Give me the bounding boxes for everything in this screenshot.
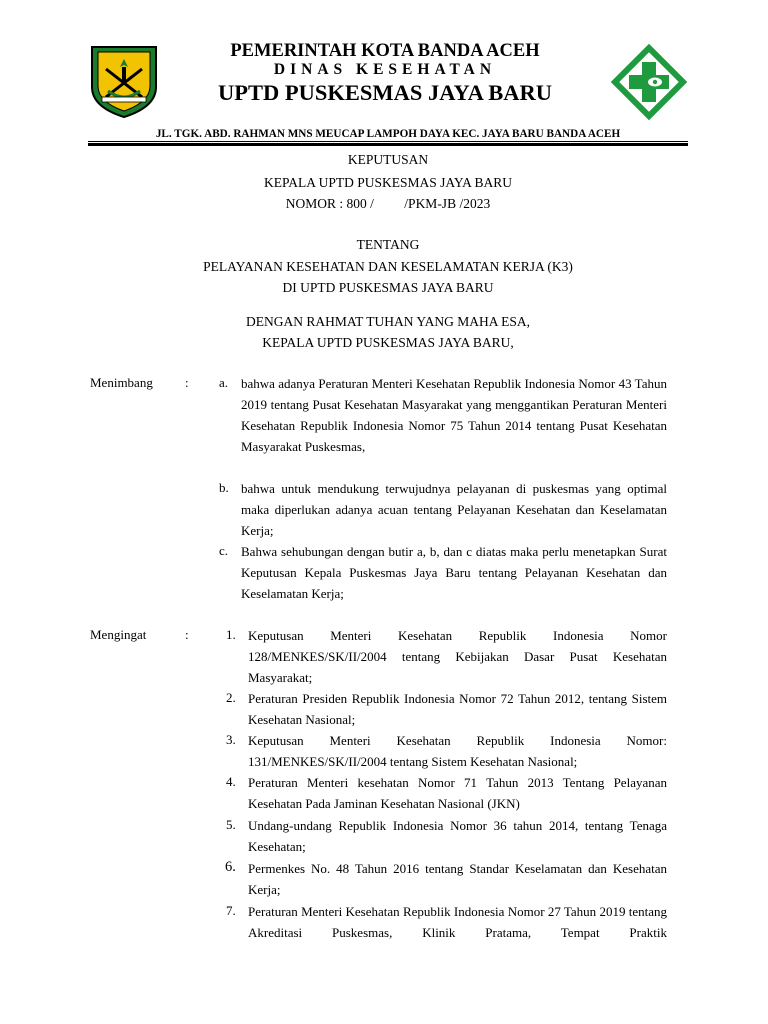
mengingat-colon: : [185,627,189,642]
mengingat-item-2: Peraturan Presiden Republik Indonesia Nomor 72 Tahun 2012, tentang Sistem Kesehatan Nasional; [248,691,667,727]
list-item-marker: 1. [226,627,236,642]
mengingat-label: Mengingat [90,627,147,642]
header-agency: DINAS KESEHATAN [273,61,497,78]
header-institution: UPTD PUSKESMAS JAYA BARU [217,80,553,105]
menimbang-item-c: Bahwa sehubungan dengan butir a, b, dan c diatas maka perlu menetapkan Surat Keputusan Kepala Puskesmas Jaya Baru tentang Pelayanan Kesehatan dan Keselamatan Kerja; [241,544,667,601]
puskesmas-cross-icon [611,44,687,120]
mengingat-item-5: Undang-undang Republik Indonesia Nomor 36 tahun 2014, tentang Tenaga Kesehatan; [248,818,667,854]
header-divider-thick [88,143,688,146]
mengingat-item-7: Peraturan Menteri Kesehatan Republik Indonesia Nomor 27 Tahun 2019 tentang Akreditasi Puskesmas, Klinik Pratama, Tempat Praktik [248,904,667,940]
decree-issuer: KEPALA UPTD PUSKESMAS JAYA BARU [263,175,513,190]
list-item-marker: 5. [226,817,236,832]
menimbang-colon: : [185,375,189,390]
menimbang-item-a: bahwa adanya Peraturan Menteri Kesehatan Republik Indonesia Nomor 43 Tahun 2019 tentang Pusat Kesehatan Masyarakat yang menggantikan Peraturan Menteri Kesehatan Republik Indonesia Nomor 75 Tahun 2014 tentang Pusat Kesehatan Masyarakat Puskesmas, [241,376,667,454]
decree-number: NOMOR : 800 / /PKM-JB /2023 [285,196,491,211]
decree-subject-line1: PELAYANAN KESEHATAN DAN KESELAMATAN KERJA (K3) [203,259,573,274]
list-item-marker: a. [219,375,229,390]
list-item-marker: 4. [226,774,236,789]
about-label: TENTANG [356,237,420,252]
list-item-marker: c. [219,543,229,558]
list-item-marker: 2. [226,690,236,705]
mengingat-item-4: Peraturan Menteri kesehatan Nomor 71 Tahun 2013 Tentang Pelayanan Kesehatan Pada Jaminan Kesehatan Nasional (JKN) [248,775,667,811]
address-line: JL. TGK. ABD. RAHMAN MNS MEUCAP LAMPOH DAYA KEC. JAYA BARU BANDA ACEH [155,128,621,140]
menimbang-item-b: bahwa untuk mendukung terwujudnya pelayanan di puskesmas yang optimal maka diperlukan adanya acuan tentang Pelayanan Kesehatan dan Keselamatan Kerja; [241,481,667,538]
header-divider-thin [88,141,688,142]
banda-aceh-crest-icon [88,41,160,119]
invocation-line1: DENGAN RAHMAT TUHAN YANG MAHA ESA, [245,314,530,329]
mengingat-item-3: Keputusan Menteri Kesehatan Republik Indonesia Nomor: 131/MENKES/SK/II/2004 tentang Sistem Kesehatan Nasional; [248,733,667,769]
header-government: PEMERINTAH KOTA BANDA ACEH [230,41,540,61]
list-item-marker: b. [219,480,229,495]
list-item-marker: 7. [226,903,236,918]
menimbang-label: Menimbang [90,375,153,390]
list-item-marker: 6. [225,859,236,875]
invocation-line2: KEPALA UPTD PUSKESMAS JAYA BARU, [262,335,514,350]
list-item-marker: 3. [226,732,236,747]
decree-subject-line2: DI UPTD PUSKESMAS JAYA BARU [282,280,494,295]
mengingat-item-1: Keputusan Menteri Kesehatan Republik Indonesia Nomor 128/MENKES/SK/II/2004 tentang Kebijakan Dasar Pusat Kesehatan Masyarakat; [248,628,667,685]
decree-title: KEPUTUSAN [347,152,429,167]
mengingat-item-6: Permenkes No. 48 Tahun 2016 tentang Standar Keselamatan dan Kesehatan Kerja; [248,861,667,897]
